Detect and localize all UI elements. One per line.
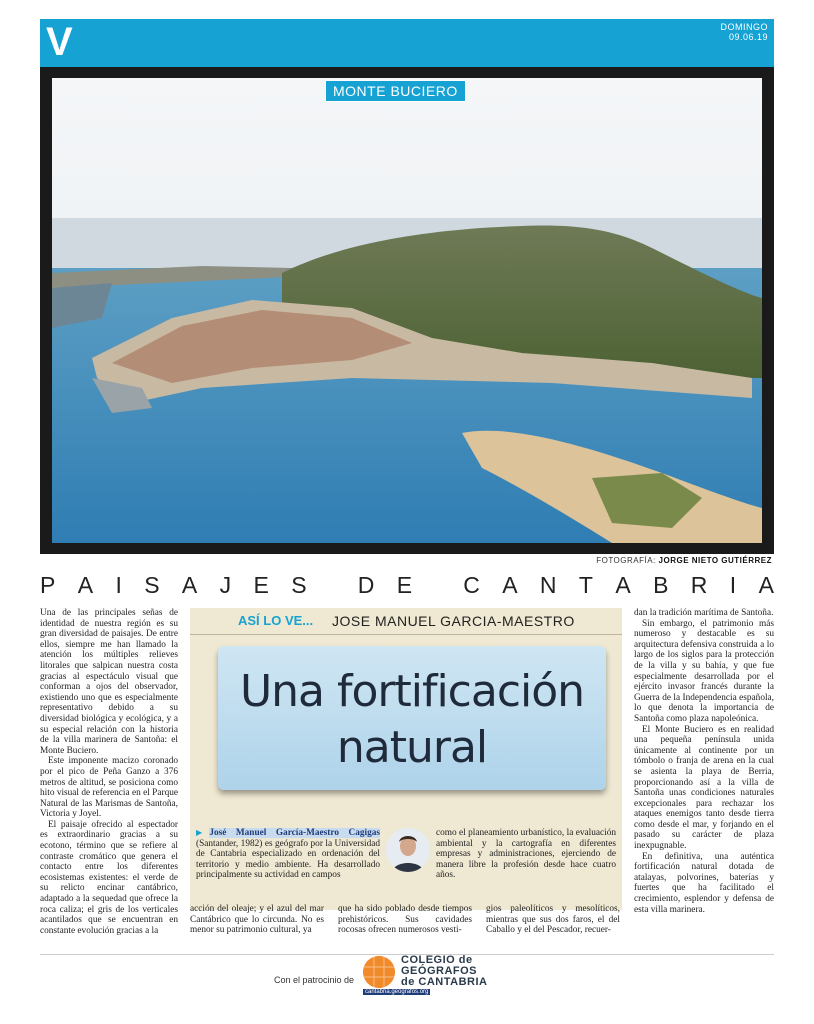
globe-logo-icon (363, 956, 395, 988)
paragraph: El paisaje ofrecido al espectador es extraordinario gracias a su ecotono, término que se refiere al contraste cromático que genera el contacto entre los diferentes ecosistemas existentes: el verde de su relicto encinar cantábrico, adaptado a la sequedad que ofrece la roca caliza; el gris de los verticales acantilados que se encuentran en constante evolución gracias a la (40, 819, 178, 936)
photo-credit (596, 556, 772, 565)
section-title-letter: S (291, 571, 307, 598)
section-title-letter: I (115, 571, 122, 598)
section-title-letter: C (463, 571, 480, 598)
section-title-letter: J (219, 571, 232, 598)
article-column-3: que ha sido poblado desde tiempos prehistóricos. Sus cavidades rocosas ofrecen numerosos vesti- (338, 904, 472, 936)
section-title-letter: A (77, 571, 94, 598)
top-banner (40, 19, 774, 67)
bullet-arrow-icon: ▶ (196, 828, 210, 837)
sponsor-line-3: de CANTABRIA (401, 976, 488, 988)
sponsor-line-1: COLEGIO de (401, 954, 473, 966)
author-bio-text: (Santander, 1982) es geógrafo por la Universidad de Cantabria especializado en ordenación del territorio y medio ambiente. Ha desarrollado principalmente su actividad en campos (196, 838, 380, 881)
credit-label: FOTOGRAFÍA: (596, 556, 656, 565)
author-bio (196, 828, 380, 881)
section-title-letter (329, 572, 335, 599)
feature-box (190, 608, 622, 910)
section-title-letter: T (578, 571, 593, 598)
author-name: José Manuel García-Maestro Cagigas (209, 828, 380, 838)
issue-date (721, 22, 769, 42)
paragraph: En definitiva, una auténtica fortificación natural dotada de atalayas, polvorines, baterías y fuertes que ha facilitado el crecimiento, esplendor y defensa de esta villa marinera. (634, 851, 774, 915)
author-avatar (386, 828, 430, 872)
aerial-photo (52, 78, 762, 543)
kicker: ASÍ LO VE... (238, 613, 314, 628)
paragraph: dan la tradición marítima de Santoña. (634, 608, 774, 618)
paragraph: Este imponente macizo coronado por el pico de Peña Ganzo a 376 metros de altitud, se posiciona como hito visual de referencia en el Parque Natural de las Marismas de Santoña, Victoria y Joyel. (40, 756, 178, 820)
section-title (40, 570, 774, 600)
paragraph: El Monte Buciero es en realidad una pequeña península unida únicamente al continente por un tómbolo o franja de arena en la cual se asienta la playa de Berria, proporcionando así a la villa de Santoña unas condiciones naturales excepcionales para rechazar los ataques enemigos tanto desde tierra como desde el mar, y forjando en el pasado su carácter de plaza inexpugnable. (634, 724, 774, 852)
headline (218, 664, 606, 776)
paragraph: Una de las principales señas de identidad de nuestra región es su gran diversidad de paisajes. De entre ellos, siempre me han llamado la atención los múltiples relieves litorales que salpican nuestra costa gracias al espectáculo visual que conforman a ojos del observador, existiendo uno que es especialmente representativo debido a su diversidad biológica y ecológica, y a su especial relación con la historia de la villa marinera de Santoña: el Monte Buciero. (40, 608, 178, 756)
headline-line-1: Una fortificación (239, 666, 585, 717)
author-bio-continued: como el planeamiento urbanístico, la evaluación ambiental y la cartografía en diferentes empresas y administraciones, ejerciendo de manera libre la profesión desde hace cuatro años. (436, 828, 616, 881)
section-logo: V (46, 20, 73, 64)
section-title-letter (434, 572, 440, 599)
section-title-letter: N (539, 571, 557, 598)
sponsor-url: cantabria.geografos.org (365, 989, 429, 995)
headline-panel (218, 646, 606, 790)
section-title-letter: A (758, 571, 774, 598)
section-title-letter: I (729, 571, 737, 598)
issue-day: DOMINGO (720, 22, 768, 32)
issue-date-value: 09.06.19 (728, 32, 768, 42)
credit-name: JORGE NIETO GUTIÉRREZ (658, 556, 772, 565)
section-title-letter: D (357, 571, 375, 598)
section-title-letter: R (690, 571, 708, 598)
section-title-letter: P (40, 571, 56, 598)
section-title-letter: E (396, 571, 413, 598)
section-title-letter: E (253, 571, 269, 598)
headline-line-2: natural (336, 722, 488, 773)
box-header (190, 608, 622, 635)
article-column-2: acción del oleaje; y el azul del mar Cantábrico que lo circunda. No es menor su patrimonio cultural, ya (190, 904, 324, 936)
article-column-3b: gios paleolíticos y mesolíticos, mientras que sus dos faros, el del Caballo y el del Pescador, recuer- (486, 904, 620, 936)
sponsor-line-2: GEÓGRAFOS (401, 965, 478, 977)
section-title-letter: A (615, 571, 631, 598)
article-column-4 (634, 608, 774, 915)
section-title-letter: A (502, 571, 518, 598)
section-title-letter: B (653, 571, 669, 598)
section-title-letter: S (144, 571, 160, 598)
sponsor-logo-text (401, 955, 487, 988)
paragraph: Sin embargo, el patrimonio más numeroso y destacable es su arquitectura defensiva construida a lo largo de los siglos para la protección de la villa y su bahía, y que fue especialmente desarrollada por el ejército invasor francés durante la Guerra de la Independencia española, lo que denota la importancia de Santoña como plaza napoleónica. (634, 618, 774, 724)
author-heading: JOSE MANUEL GARCIA-MAESTRO (332, 613, 575, 629)
article-column-1 (40, 608, 178, 936)
patronage-label: Con el patrocinio de (274, 975, 355, 985)
photo-location-tag: MONTE BUCIERO (325, 80, 466, 102)
section-title-letter: A (181, 571, 198, 598)
